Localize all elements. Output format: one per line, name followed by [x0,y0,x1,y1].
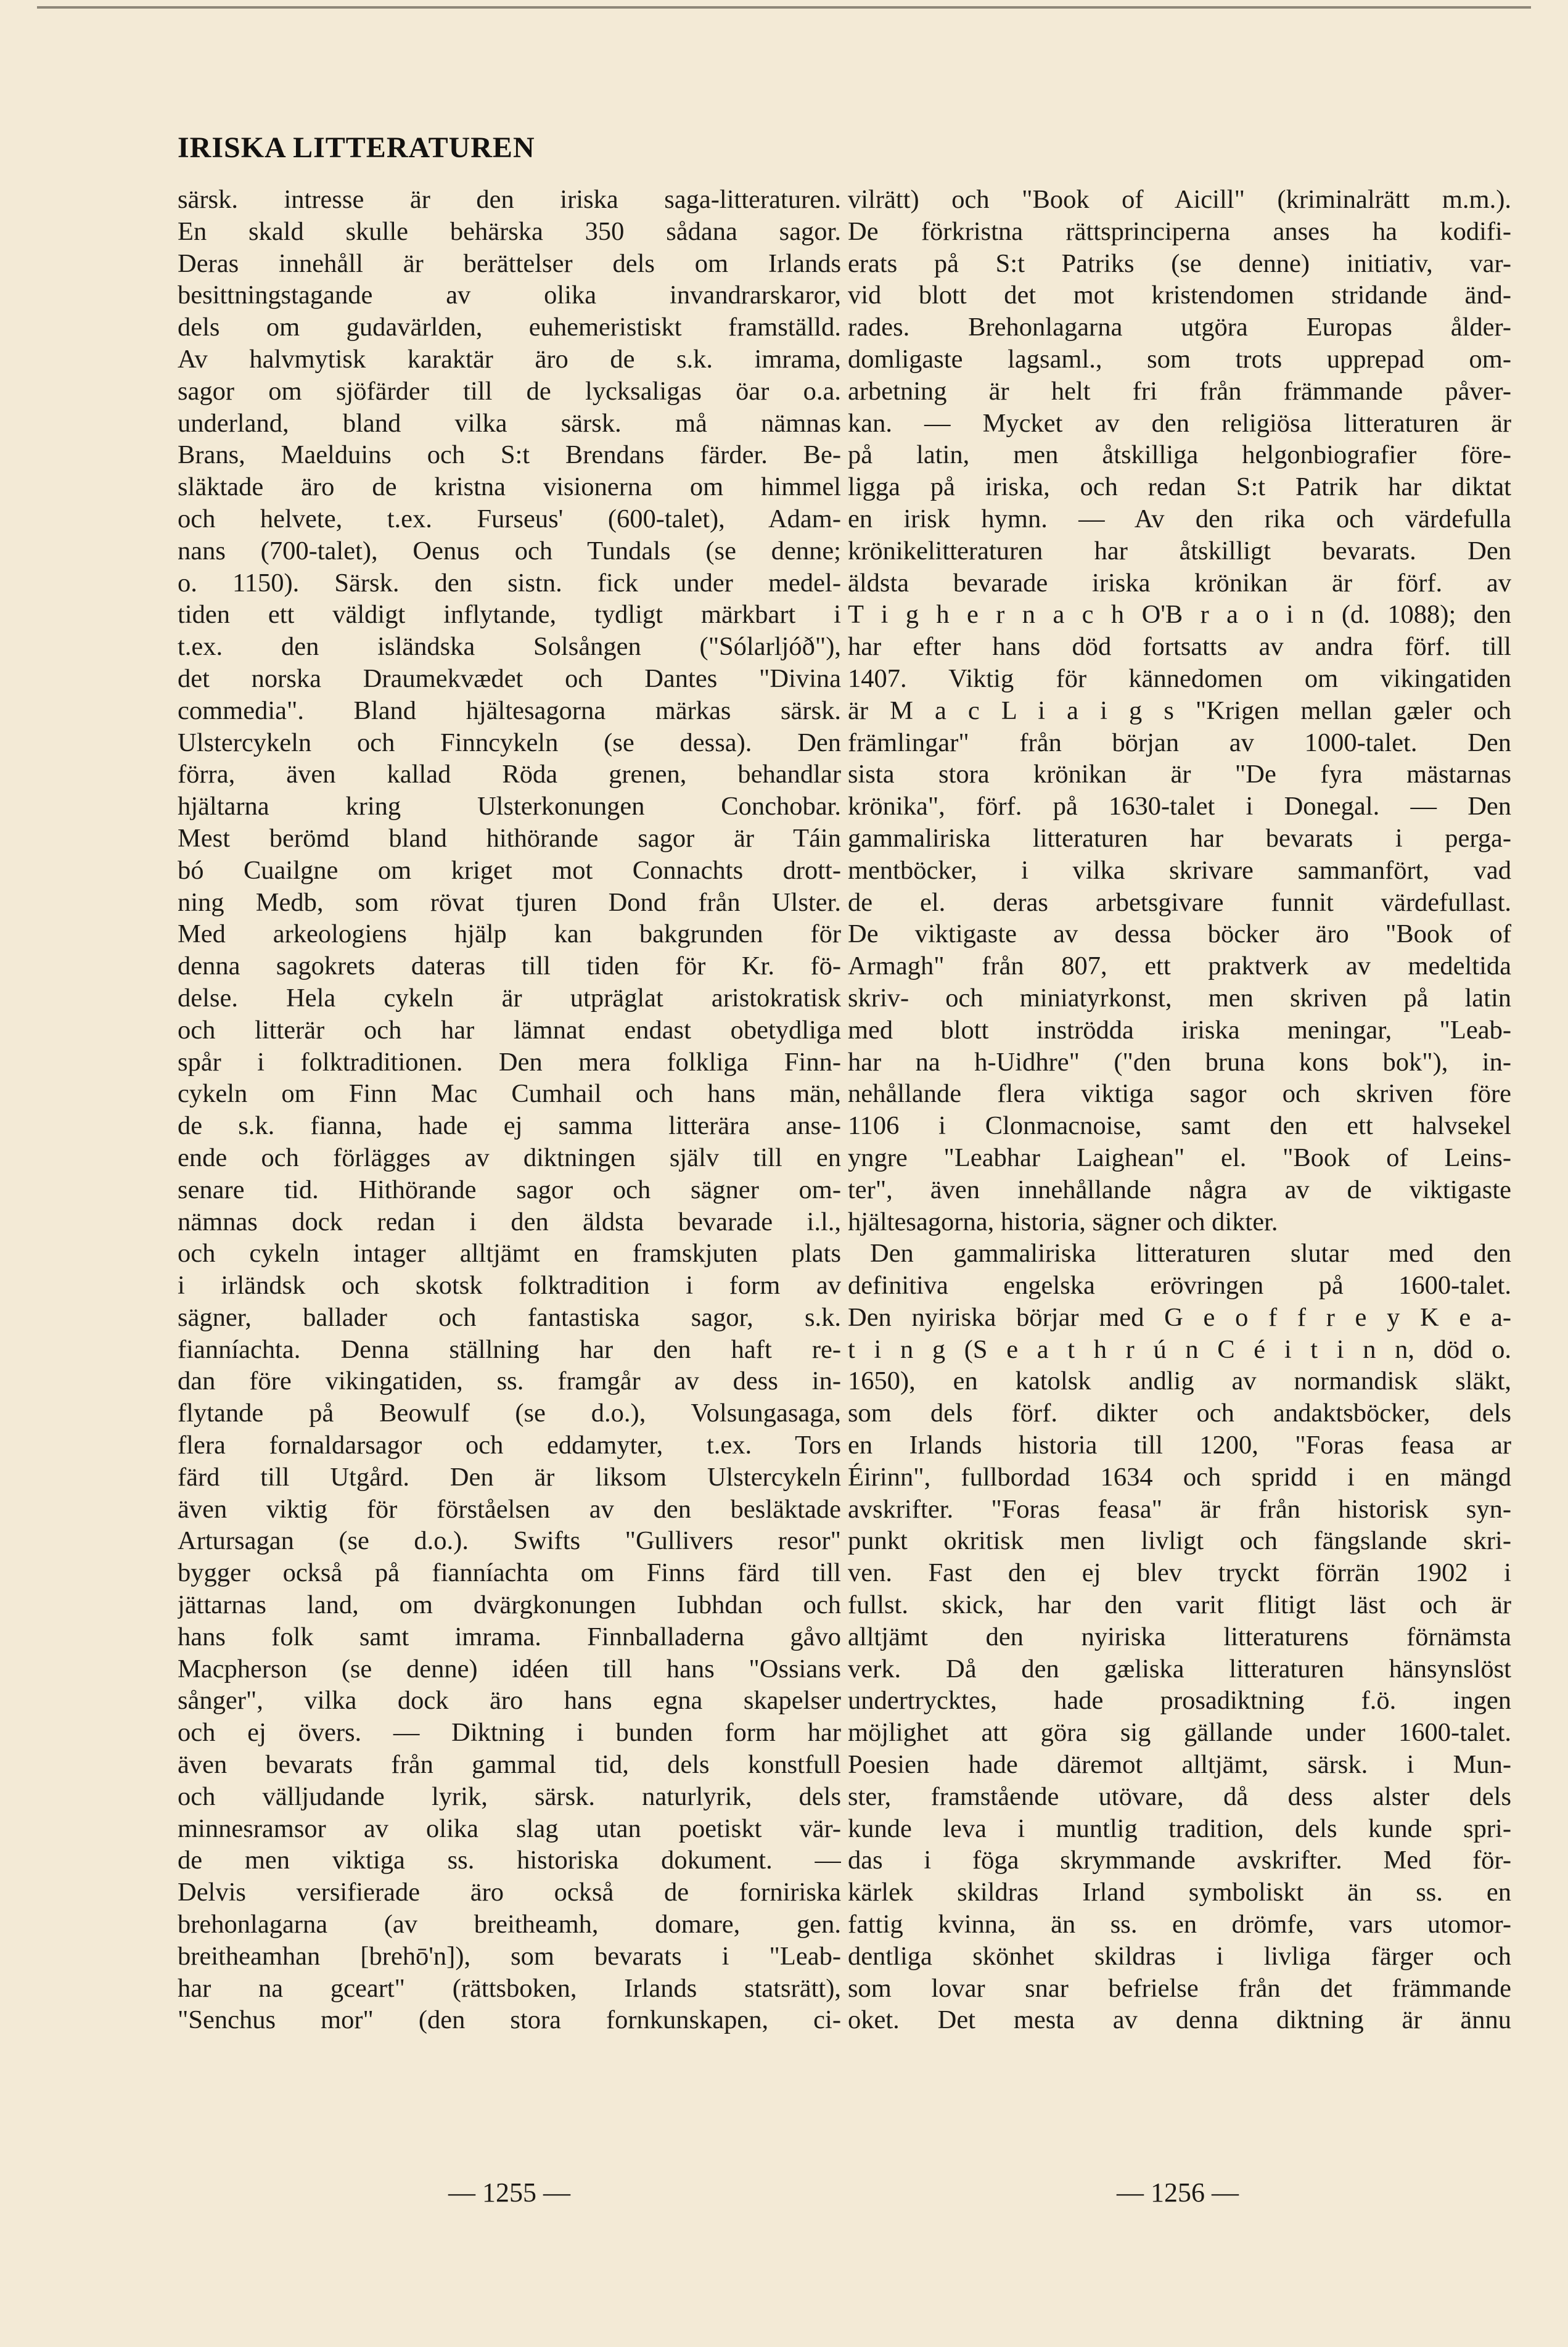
text-line: das i föga skrymmande avskrifter. Med för- [848,1846,1511,1875]
text-line: det norska Draumekvædet och Dantes "Divina [178,664,841,693]
text-line: ende och förlägges av diktningen själv till en [178,1143,841,1172]
text-line: punkt okritisk men livligt och fängslande skri- [848,1526,1511,1556]
text-line: som dels förf. dikter och andaktsböcker, dels [848,1399,1511,1428]
text-line: Mest berömd bland hithörande sagor är Táin [178,823,841,853]
page-number-right: — 1256 — [1117,2177,1239,2208]
text-line: minnesramsor av olika slag utan poetiskt vär- [178,1814,841,1843]
text-line: definitiva engelska erövringen på 1600-talet. [848,1271,1511,1301]
text-line: och litterär och har lämnat endast obetydliga [178,1015,841,1045]
text-line: skriv- och miniatyrkonst, men skriven på latin [848,983,1511,1013]
text-line: har na gceart" (rättsboken, Irlands statsrätt), [178,1973,841,2003]
text-line: ligga på iriska, och redan S:t Patrik har diktat [848,472,1511,502]
text-line: dan före vikingatiden, ss. framgår av dess in- [178,1367,841,1396]
text-line: och cykeln intager alltjämt en framskjuten plats [178,1239,841,1268]
text-line: 1650), en katolsk andlig av normandisk släkt, [848,1367,1511,1396]
text-line: rades. Brehonlagarna utgöra Europas ålder- [848,313,1511,342]
text-line: Éirinn", fullbordad 1634 och spridd i en mängd [848,1462,1511,1492]
text-line: ven. Fast den ej blev tryckt förrän 1902 i [848,1558,1511,1588]
text-line: Poesien hade däremot alltjämt, särsk. i Mun- [848,1750,1511,1780]
text-line: ning Medb, som rövat tjuren Dond från Ulster. [178,887,841,917]
text-line: även bevarats från gammal tid, dels konstfull [178,1750,841,1780]
text-line: färd till Utgård. Den är liksom Ulstercykeln [178,1462,841,1492]
text-line: en irisk hymn. — Av den rika och värdefulla [848,504,1511,533]
text-line: Deras innehåll är berättelser dels om Irlands [178,249,841,278]
text-line: har na h-Uidhre" ("den bruna kons bok"), in- [848,1047,1511,1077]
text-line: arbetning är helt fri från främmande påver- [848,376,1511,406]
text-line: "Senchus mor" (den stora fornkunskapen, ci- [178,2005,841,2035]
text-line: vilrätt) och "Book of Aicill" (kriminalrätt m.m.). [848,185,1511,214]
text-line: kärlek skildras Irland symboliskt än ss. en [848,1878,1511,1907]
text-line: undertrycktes, hade prosadiktning f.ö. ingen [848,1686,1511,1716]
text-line: vid blott det mot kristendomen stridande änd- [848,281,1511,310]
text-line: främlingar" från början av 1000-talet. Den [848,728,1511,757]
text-line: Macpherson (se denne) idéen till hans "Ossians [178,1654,841,1683]
text-line: fianníachta. Denna ställning har den haft re- [178,1334,841,1364]
text-line: som lovar snar befrielse från det främmande [848,1973,1511,2003]
text-line: spår i folktraditionen. Den mera folkliga Finn- [178,1047,841,1077]
text-line: breitheamhan [brehō'n]), som bevarats i "Leab- [178,1941,841,1971]
text-line: erats på S:t Patriks (se denne) initiativ, var- [848,249,1511,278]
text-line: dels om gudavärlden, euhemeristiskt framställd. [178,313,841,342]
page-number-left: — 1255 — [448,2177,570,2208]
text-line: även viktig för förståelsen av den besläktade [178,1494,841,1524]
text-line: ster, framstående utövare, då dess alster dels [848,1782,1511,1811]
text-line: gammaliriska litteraturen har bevarats i perga- [848,823,1511,853]
text-line: och helvete, t.ex. Furseus' (600-talet), Adam- [178,504,841,533]
text-line: bygger också på fianníachta om Finns färd till [178,1558,841,1588]
text-line: 1106 i Clonmacnoise, samt den ett halvsekel [848,1111,1511,1141]
text-line: delse. Hela cykeln är utpräglat aristokratisk [178,983,841,1013]
text-line: t i n g (S e a t h r ú n C é i t i n n, död o. [848,1334,1511,1364]
text-line: Ulstercykeln och Finncykeln (se dessa). Den [178,728,841,757]
text-line: commedia". Bland hjältesagorna märkas särsk. [178,696,841,725]
text-line: de el. deras arbetsgivare funnit värdefullast. [848,887,1511,917]
text-line: t.ex. den isländska Solsången ("Sólarljóð"), [178,632,841,662]
text-line: på latin, men åtskilliga helgonbiografier före- [848,440,1511,470]
text-line: och ej övers. — Diktning i bunden form har [178,1718,841,1748]
text-line: besittningstagande av olika invandrarskaror, [178,281,841,310]
text-line: särsk. intresse är den iriska saga-litteraturen. [178,185,841,214]
text-line: äldsta bevarade iriska krönikan är förf. av [848,568,1511,598]
right-text-column [848,184,1511,2036]
text-line: hjältarna kring Ulsterkonungen Conchobar. [178,792,841,821]
left-text-column [178,184,841,2036]
text-line: sagor om sjöfärder till de lycksaligas öar o.a. [178,376,841,406]
text-line: släktade äro de kristna visionerna om himmel [178,472,841,502]
text-line: de s.k. fianna, hade ej samma litterära anse- [178,1111,841,1141]
text-line: sägner, ballader och fantastiska sagor, s.k. [178,1302,841,1332]
text-line: sånger", vilka dock äro hans egna skapelser [178,1686,841,1716]
text-line: hjältesagorna, historia, sägner och dikter. [848,1207,1278,1236]
text-line: underland, bland vilka särsk. må nämnas [178,408,841,438]
text-line: senare tid. Hithörande sagor och sägner om- [178,1175,841,1204]
text-line: nämnas dock redan i den äldsta bevarade i.l., [178,1207,841,1236]
text-line: hans folk samt imrama. Finnballaderna gåvo [178,1622,841,1651]
text-line: yngre "Leabhar Laighean" el. "Book of Leins- [848,1143,1511,1172]
text-line: dentliga skönhet skildras i livliga färger och [848,1941,1511,1971]
text-line: De förkristna rättsprinciperna anses ha kodifi- [848,216,1511,246]
text-line: kunde leva i muntlig tradition, dels kunde spri- [848,1814,1511,1843]
text-line: jättarnas land, om dvärgkonungen Iubhdan och [178,1590,841,1620]
running-header: IRISKA LITTERATUREN [178,131,535,164]
text-line: verk. Då den gæliska litteraturen hänsynslöst [848,1654,1511,1683]
text-line: har efter hans död fortsatts av andra förf. till [848,632,1511,662]
text-line: med blott inströdda iriska meningar, "Leab- [848,1015,1511,1045]
text-line: fattig kvinna, än ss. en drömfe, vars utomor- [848,1910,1511,1939]
text-line: bó Cuailgne om kriget mot Connachts drott- [178,855,841,885]
text-line: De viktigaste av dessa böcker äro "Book of [848,919,1511,949]
text-line: Den nyiriska börjar med G e o f f r e y K e a- [848,1302,1511,1332]
text-line: domligaste lagsaml., som trots upprepad om- [848,344,1511,374]
text-line: ter", även innehållande några av de viktigaste [848,1175,1511,1204]
text-line: brehonlagarna (av breitheamh, domare, gen. [178,1910,841,1939]
text-line: T i g h e r n a c h O'B r a o i n (d. 1088); den [848,600,1511,630]
text-line: nehållande flera viktiga sagor och skriven före [848,1079,1511,1109]
text-line: Av halvmytisk karaktär äro de s.k. imrama, [178,344,841,374]
text-line: tiden ett väldigt inflytande, tydligt märkbart i [178,600,841,630]
text-line: denna sagokrets dateras till tiden för Kr. fö- [178,952,841,981]
text-line: krönikelitteraturen har åtskilligt bevarats. Den [848,536,1511,565]
text-line: är M a c L i a i g s "Krigen mellan gæler och [848,696,1511,725]
text-line: alltjämt den nyiriska litteraturens förnämsta [848,1622,1511,1651]
text-line: Armagh" från 807, ett praktverk av medeltida [848,952,1511,981]
text-line: möjlighet att göra sig gällande under 1600-talet. [848,1718,1511,1748]
text-line: mentböcker, i vilka skrivare sammanfört, vad [848,855,1511,885]
text-line: Brans, Maelduins och S:t Brendans färder. Be- [178,440,841,470]
text-line: förra, även kallad Röda grenen, behandlar [178,760,841,789]
text-line: Med arkeologiens hjälp kan bakgrunden för [178,919,841,949]
top-rule [37,6,1531,9]
text-line: krönika", förf. på 1630-talet i Donegal. — Den [848,792,1511,821]
text-line: oket. Det mesta av denna diktning är ännu [848,2005,1511,2035]
text-line: de men viktiga ss. historiska dokument. — [178,1846,841,1875]
text-line: en Irlands historia till 1200, "Foras feasa ar [848,1431,1511,1460]
text-line: flera fornaldarsagor och eddamyter, t.ex. Tors [178,1431,841,1460]
text-line: fullst. skick, har den varit flitigt läst och är [848,1590,1511,1620]
text-line: avskrifter. "Foras feasa" är från historisk syn- [848,1494,1511,1524]
text-line: cykeln om Finn Mac Cumhail och hans män, [178,1079,841,1109]
text-line: och välljudande lyrik, särsk. naturlyrik, dels [178,1782,841,1811]
text-line: o. 1150). Särsk. den sistn. fick under medel- [178,568,841,598]
text-line: Den gammaliriska litteraturen slutar med den [870,1239,1511,1268]
text-line: kan. — Mycket av den religiösa litteraturen är [848,408,1511,438]
text-line: Artursagan (se d.o.). Swifts "Gullivers resor" [178,1526,841,1556]
text-line: 1407. Viktig för kännedomen om vikingatiden [848,664,1511,693]
text-line: nans (700-talet), Oenus och Tundals (se denne; [178,536,841,565]
text-line: Delvis versifierade äro också de forniriska [178,1878,841,1907]
text-line: En skald skulle behärska 350 sådana sagor. [178,216,841,246]
text-line: i irländsk och skotsk folktradition i form av [178,1271,841,1301]
text-line: flytande på Beowulf (se d.o.), Volsungasaga, [178,1399,841,1428]
text-line: sista stora krönikan är "De fyra mästarnas [848,760,1511,789]
